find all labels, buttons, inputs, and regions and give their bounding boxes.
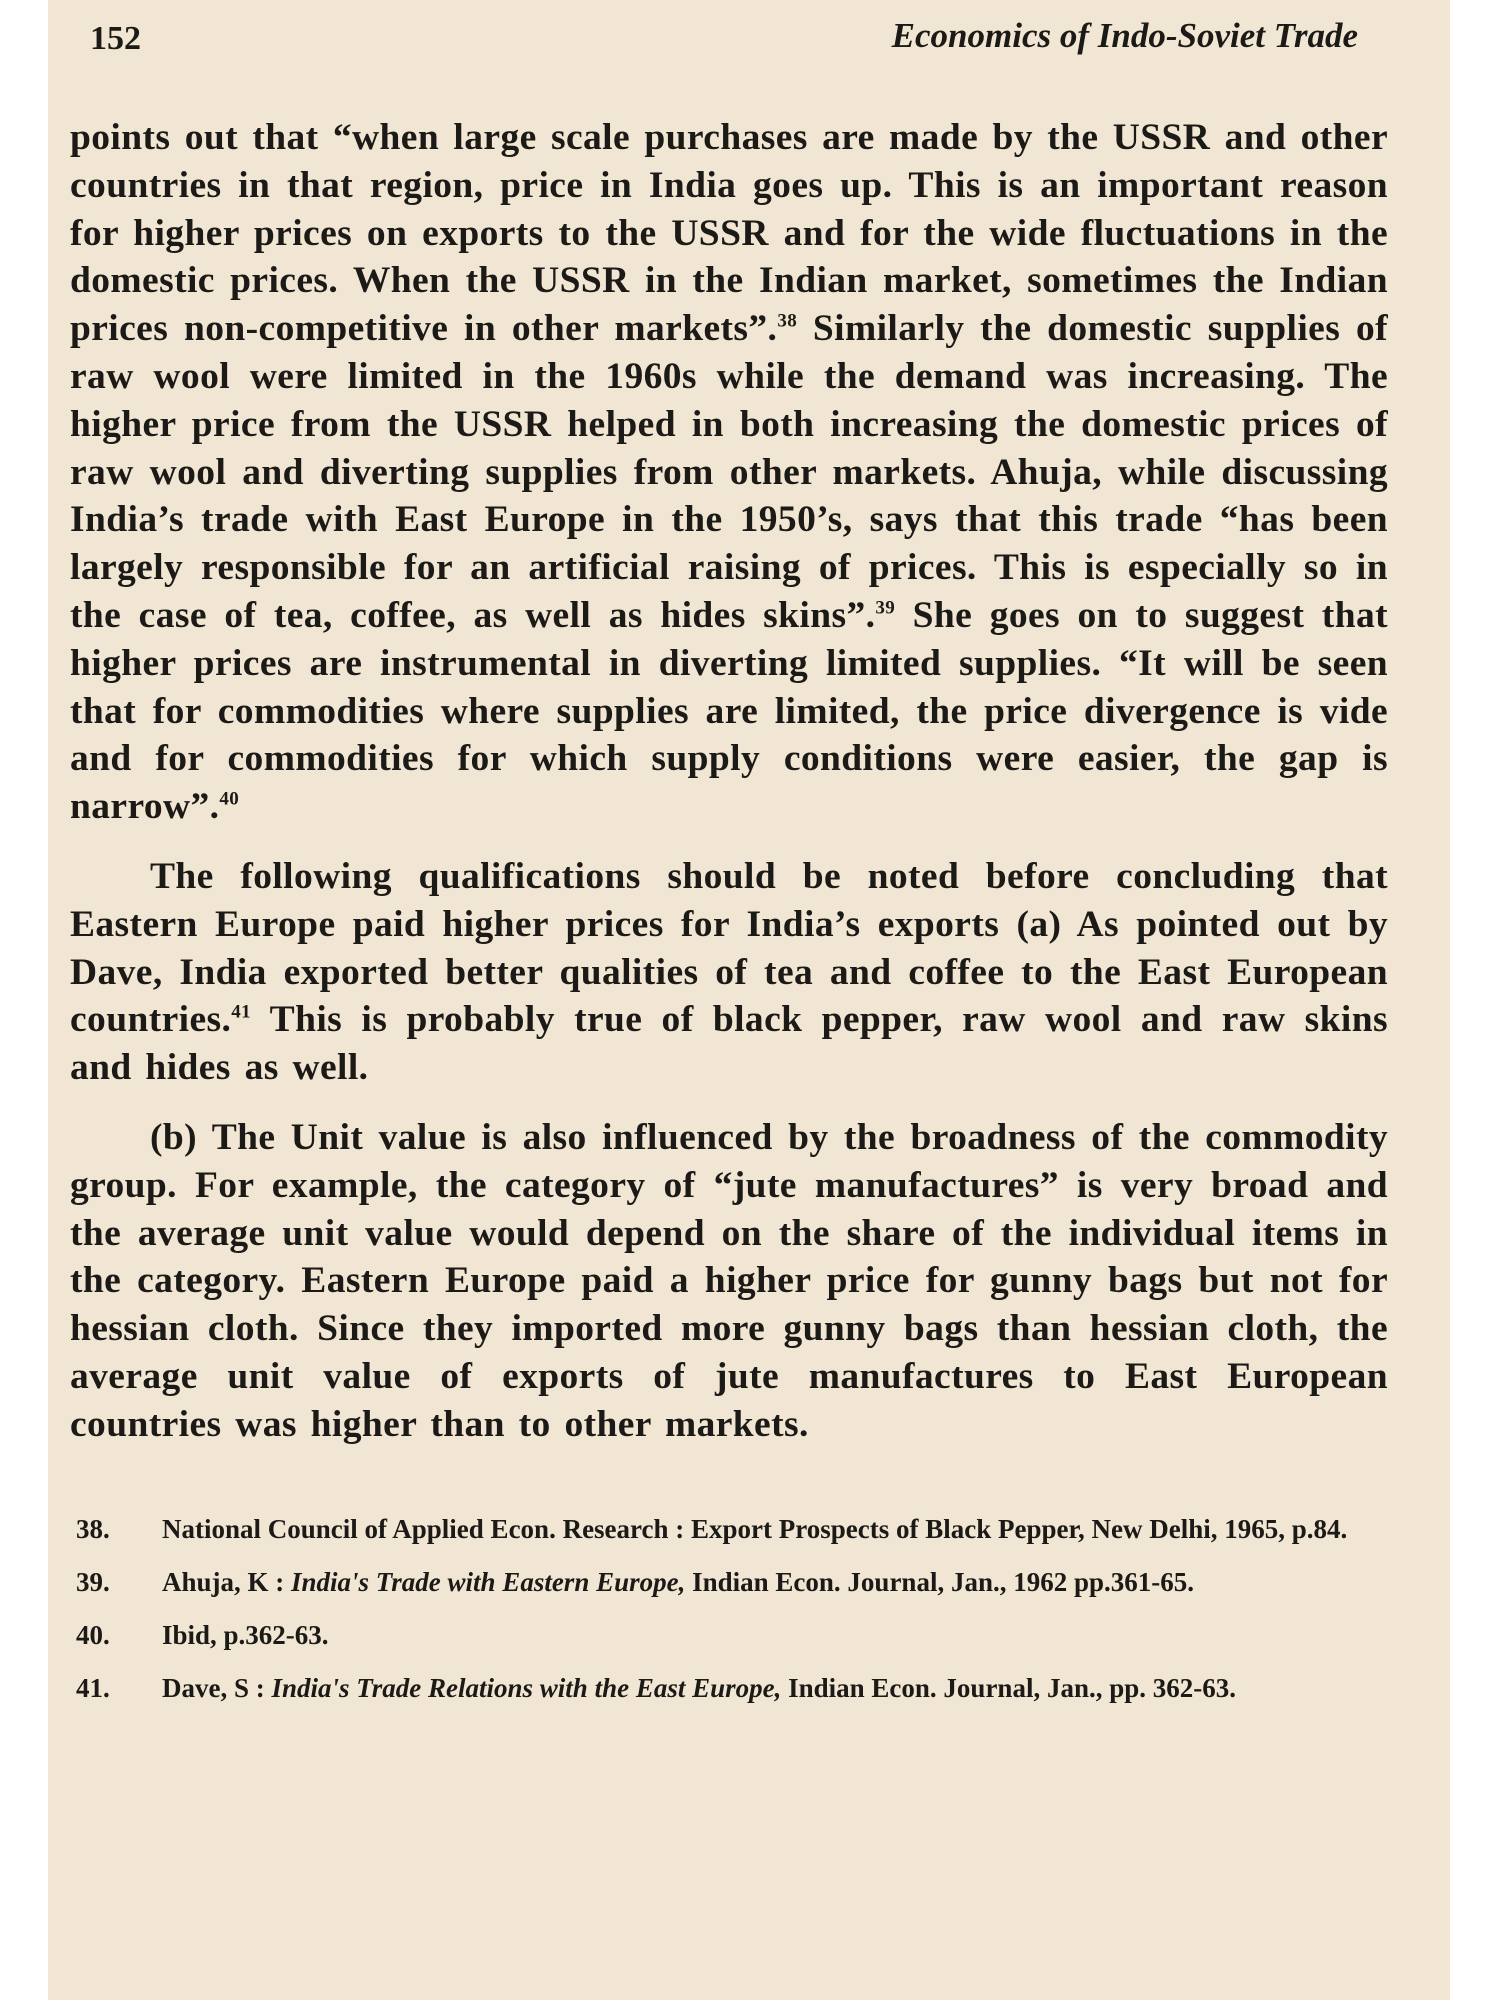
running-title: Economics of Indo-Soviet Trade [891, 16, 1358, 55]
footnote-38 [70, 1507, 1388, 1552]
paragraph-2 [70, 853, 1388, 1092]
footnote-ref-39: 39 [875, 597, 896, 619]
footnote-text-plain: Ibid, p.362-63. [162, 1619, 329, 1650]
paragraph-1-text-b: Similarly the domestic supplies of raw wool were limited in the 1960s while the demand was increasing. The higher price from the USSR helped in both increasing the domestic prices of raw wool and diverting supplies from other markets. Ahuja, while discussing India’s trade with East Europe in the 1950’s, says that this trade “has been largely responsible for an artificial raising of prices. This is especially so in the case of tea, coffee, as well as hides skins”. [70, 308, 1388, 636]
footnote-41 [70, 1666, 1388, 1711]
page-header [70, 0, 1388, 110]
footnote-text [162, 1613, 1388, 1658]
footnotes [70, 1507, 1388, 1711]
page-number: 152 [90, 20, 141, 57]
footnote-text-italic: India's Trade Relations with the East Europe, [271, 1672, 782, 1703]
paragraph-1 [70, 114, 1388, 831]
footnote-text [162, 1560, 1388, 1605]
footnote-number: 39. [76, 1566, 110, 1597]
paragraph-2-text-b: This is probably true of black pepper, raw wool and raw skins and hides as well. [70, 999, 1388, 1089]
footnote-text-rest: Indian Econ. Journal, Jan., 1962 pp.361-65. [685, 1566, 1194, 1597]
book-page [48, 0, 1450, 2000]
footnote-text-plain: Dave, S : [162, 1672, 272, 1703]
footnote-ref-41: 41 [231, 1001, 252, 1023]
footnote-text [162, 1666, 1388, 1711]
footnote-number: 40. [76, 1619, 110, 1650]
footnote-39 [70, 1560, 1388, 1605]
footnote-text-italic: India's Trade with Eastern Europe, [291, 1566, 686, 1597]
footnote-number: 41. [76, 1672, 110, 1703]
footnote-40 [70, 1613, 1388, 1658]
paragraph-1-text-c: She goes on to suggest that higher prices are instrumental in diverting limited supplies. “It will be seen that for commodities where supplies are limited, the price divergence is vide and for commodities for which supply conditions were easier, the gap is narrow”. [70, 594, 1388, 828]
footnote-text [162, 1507, 1388, 1552]
footnote-text-plain: Ahuja, K : [162, 1566, 292, 1597]
paragraph-3: (b) The Unit value is also influenced by the broadness of the commodity group. For example, the category of “jute manufactures” is very broad and the average unit value would depend on the share of the individual items in the category. Eastern Europe paid a higher price for gunny bags but not for hessian cloth. Since they imported more gunny bags than hessian cloth, the average unit value of exports of jute manufactures to East European countries was higher than to other markets. [70, 1116, 1388, 1445]
footnote-text-plain: National Council of Applied Econ. Research : Export Prospects of Black Pepper, New Delhi, 1965, p.84. [162, 1513, 1348, 1544]
footnote-number: 38. [76, 1513, 110, 1544]
paragraph-1-text-a: points out that “when large scale purchases are made by the USSR and other countries in that region, price in India goes up. This is an important reason for higher prices on exports to the USSR and for the wide fluctuations in the domestic prices. When the USSR in the Indian market, sometimes the Indian prices non-competitive in other markets”. [70, 117, 1388, 350]
footnote-ref-40: 40 [219, 788, 240, 810]
paragraph-2-text-a: The following qualifications should be noted before concluding that Eastern Europe paid higher prices for India’s exports (a) As pointed out by Dave, India exported better qualities of tea and coffee to the East European countries. [70, 855, 1388, 1041]
footnote-ref-38: 38 [777, 310, 798, 332]
footnote-text-rest: Indian Econ. Journal, Jan., pp. 362-63. [781, 1672, 1236, 1703]
